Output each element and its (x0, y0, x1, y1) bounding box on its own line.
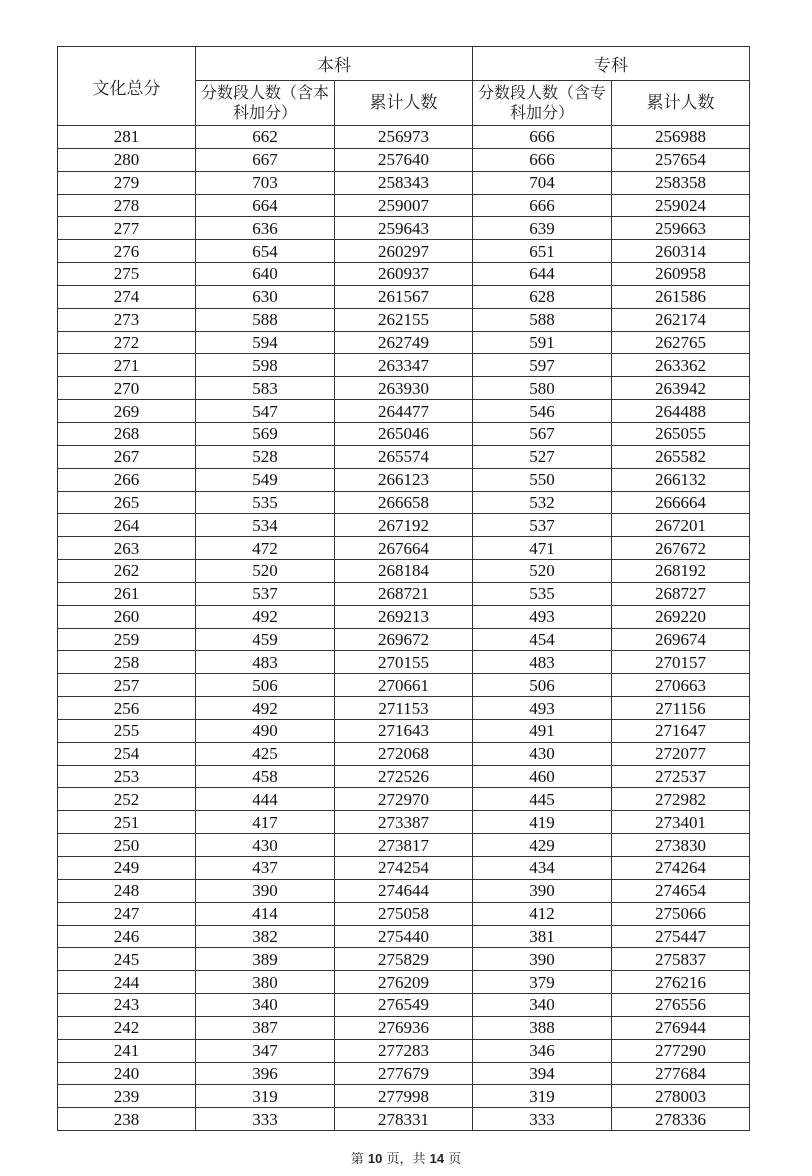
score-cell: 252 (58, 788, 196, 811)
table-row (58, 1085, 750, 1108)
zhuanke-cumulative-cell: 271156 (612, 697, 750, 720)
table-row (58, 925, 750, 948)
zhuanke-count-cell: 379 (473, 971, 612, 994)
zhuanke-cumulative-cell: 275066 (612, 902, 750, 925)
table-row (58, 514, 750, 537)
score-cell: 238 (58, 1108, 196, 1131)
benke-count-cell: 319 (196, 1085, 335, 1108)
table-row (58, 1039, 750, 1062)
score-cell: 258 (58, 651, 196, 674)
benke-cumulative-cell: 257640 (335, 148, 473, 171)
table-row (58, 1062, 750, 1085)
benke-count-cell: 396 (196, 1062, 335, 1085)
zhuanke-count-cell: 388 (473, 1016, 612, 1039)
table-row (58, 765, 750, 788)
table-row (58, 994, 750, 1017)
benke-cumulative-cell: 273817 (335, 834, 473, 857)
zhuanke-cumulative-cell: 262174 (612, 308, 750, 331)
zhuanke-cumulative-cell: 276556 (612, 994, 750, 1017)
zhuanke-cumulative-cell: 269674 (612, 628, 750, 651)
table-row (58, 445, 750, 468)
benke-cumulative-cell: 275829 (335, 948, 473, 971)
zhuanke-count-cell: 454 (473, 628, 612, 651)
zhuanke-count-cell: 434 (473, 857, 612, 880)
score-cell: 270 (58, 377, 196, 400)
benke-count-cell: 528 (196, 445, 335, 468)
score-distribution-table (57, 46, 750, 1131)
zhuanke-count-cell: 491 (473, 719, 612, 742)
benke-count-cell: 640 (196, 263, 335, 286)
benke-cumulative-cell: 261567 (335, 285, 473, 308)
table-row (58, 217, 750, 240)
benke-count-cell: 662 (196, 126, 335, 149)
zhuanke-count-cell: 639 (473, 217, 612, 240)
zhuanke-count-cell: 588 (473, 308, 612, 331)
benke-count-cell: 654 (196, 240, 335, 263)
score-cell: 275 (58, 263, 196, 286)
score-cell: 272 (58, 331, 196, 354)
benke-count-cell: 458 (196, 765, 335, 788)
zhuanke-cumulative-cell: 264488 (612, 400, 750, 423)
benke-cumulative-header: 累计人数 (335, 81, 473, 126)
zhuanke-cumulative-cell: 272537 (612, 765, 750, 788)
benke-cumulative-cell: 272526 (335, 765, 473, 788)
benke-cumulative-cell: 266123 (335, 468, 473, 491)
benke-cumulative-cell: 277679 (335, 1062, 473, 1085)
benke-cumulative-cell: 275058 (335, 902, 473, 925)
score-cell: 246 (58, 925, 196, 948)
score-cell: 273 (58, 308, 196, 331)
score-cell: 256 (58, 697, 196, 720)
zhuanke-count-cell: 550 (473, 468, 612, 491)
zhuanke-count-cell: 429 (473, 834, 612, 857)
zhuanke-count-cell: 493 (473, 697, 612, 720)
zhuanke-count-cell: 597 (473, 354, 612, 377)
zhuanke-cumulative-cell: 276944 (612, 1016, 750, 1039)
benke-count-cell: 547 (196, 400, 335, 423)
zhuanke-cumulative-cell: 276216 (612, 971, 750, 994)
zhuanke-cumulative-cell: 263362 (612, 354, 750, 377)
benke-cumulative-cell: 272970 (335, 788, 473, 811)
zhuanke-cumulative-cell: 265055 (612, 422, 750, 445)
benke-cumulative-cell: 266658 (335, 491, 473, 514)
benke-count-cell: 534 (196, 514, 335, 537)
benke-cumulative-cell: 265046 (335, 422, 473, 445)
benke-count-cell: 430 (196, 834, 335, 857)
score-cell: 263 (58, 537, 196, 560)
benke-count-cell: 333 (196, 1108, 335, 1131)
table-row (58, 285, 750, 308)
zhuanke-count-cell: 628 (473, 285, 612, 308)
zhuanke-cumulative-cell: 258358 (612, 171, 750, 194)
zhuanke-cumulative-cell: 260314 (612, 240, 750, 263)
score-cell: 268 (58, 422, 196, 445)
zhuanke-count-cell: 445 (473, 788, 612, 811)
zhuanke-cumulative-cell: 268192 (612, 560, 750, 583)
zhuanke-cumulative-cell: 270663 (612, 674, 750, 697)
zhuanke-count-cell: 666 (473, 126, 612, 149)
table-row (58, 468, 750, 491)
zhuanke-cumulative-header: 累计人数 (612, 81, 750, 126)
table-row (58, 422, 750, 445)
score-column-header: 文化总分 (58, 47, 196, 126)
benke-cumulative-cell: 263347 (335, 354, 473, 377)
benke-count-cell: 414 (196, 902, 335, 925)
benke-cumulative-cell: 267664 (335, 537, 473, 560)
score-cell: 280 (58, 148, 196, 171)
benke-cumulative-cell: 271643 (335, 719, 473, 742)
table-row (58, 971, 750, 994)
zhuanke-cumulative-cell: 268727 (612, 582, 750, 605)
benke-count-cell: 347 (196, 1039, 335, 1062)
score-cell: 276 (58, 240, 196, 263)
zhuanke-cumulative-cell: 272982 (612, 788, 750, 811)
score-cell: 261 (58, 582, 196, 605)
zhuanke-count-cell: 346 (473, 1039, 612, 1062)
zhuanke-count-cell: 644 (473, 263, 612, 286)
zhuanke-cumulative-cell: 266664 (612, 491, 750, 514)
table-row (58, 697, 750, 720)
table-row (58, 171, 750, 194)
score-cell: 259 (58, 628, 196, 651)
zhuanke-cumulative-cell: 262765 (612, 331, 750, 354)
benke-cumulative-cell: 259643 (335, 217, 473, 240)
benke-cumulative-cell: 256973 (335, 126, 473, 149)
benke-count-cell: 537 (196, 582, 335, 605)
score-cell: 279 (58, 171, 196, 194)
score-cell: 269 (58, 400, 196, 423)
table-row (58, 1016, 750, 1039)
zhuanke-count-cell: 340 (473, 994, 612, 1017)
table-row (58, 491, 750, 514)
score-cell: 243 (58, 994, 196, 1017)
score-cell: 274 (58, 285, 196, 308)
table-row (58, 126, 750, 149)
table-row (58, 582, 750, 605)
score-cell: 266 (58, 468, 196, 491)
table-row (58, 148, 750, 171)
benke-count-cell: 535 (196, 491, 335, 514)
benke-cumulative-cell: 270155 (335, 651, 473, 674)
score-cell: 278 (58, 194, 196, 217)
score-cell: 241 (58, 1039, 196, 1062)
benke-cumulative-cell: 268184 (335, 560, 473, 583)
zhuanke-count-cell: 532 (473, 491, 612, 514)
zhuanke-group-header: 专科 (473, 47, 750, 81)
benke-group-header: 本科 (196, 47, 473, 81)
benke-count-cell: 664 (196, 194, 335, 217)
benke-cumulative-cell: 270661 (335, 674, 473, 697)
table-row (58, 719, 750, 742)
benke-count-cell: 506 (196, 674, 335, 697)
benke-count-cell: 437 (196, 857, 335, 880)
table-row (58, 605, 750, 628)
zhuanke-count-cell: 567 (473, 422, 612, 445)
benke-count-cell: 630 (196, 285, 335, 308)
zhuanke-cumulative-cell: 275837 (612, 948, 750, 971)
benke-cumulative-cell: 263930 (335, 377, 473, 400)
benke-cumulative-cell: 274254 (335, 857, 473, 880)
benke-count-cell: 382 (196, 925, 335, 948)
benke-count-cell: 490 (196, 719, 335, 742)
score-cell: 245 (58, 948, 196, 971)
benke-count-cell: 703 (196, 171, 335, 194)
score-cell: 247 (58, 902, 196, 925)
total-page-count: 14 (429, 1151, 445, 1166)
zhuanke-cumulative-cell: 267201 (612, 514, 750, 537)
table-row (58, 537, 750, 560)
zhuanke-count-cell: 535 (473, 582, 612, 605)
zhuanke-cumulative-cell: 263942 (612, 377, 750, 400)
zhuanke-cumulative-cell: 274654 (612, 879, 750, 902)
benke-cumulative-cell: 269213 (335, 605, 473, 628)
score-cell: 253 (58, 765, 196, 788)
benke-cumulative-cell: 273387 (335, 811, 473, 834)
table-row (58, 857, 750, 880)
score-cell: 277 (58, 217, 196, 240)
score-cell: 251 (58, 811, 196, 834)
score-cell: 249 (58, 857, 196, 880)
benke-count-cell: 588 (196, 308, 335, 331)
benke-count-cell: 667 (196, 148, 335, 171)
zhuanke-count-cell: 666 (473, 148, 612, 171)
benke-cumulative-cell: 274644 (335, 879, 473, 902)
benke-cumulative-cell: 260937 (335, 263, 473, 286)
benke-count-cell: 387 (196, 1016, 335, 1039)
benke-count-cell: 594 (196, 331, 335, 354)
table-row (58, 1108, 750, 1131)
table-row (58, 240, 750, 263)
benke-count-cell: 520 (196, 560, 335, 583)
table-row (58, 263, 750, 286)
benke-cumulative-cell: 275440 (335, 925, 473, 948)
zhuanke-count-cell: 704 (473, 171, 612, 194)
benke-count-cell: 492 (196, 697, 335, 720)
table-row (58, 628, 750, 651)
zhuanke-count-cell: 493 (473, 605, 612, 628)
table-row (58, 811, 750, 834)
benke-cumulative-cell: 259007 (335, 194, 473, 217)
zhuanke-cumulative-cell: 257654 (612, 148, 750, 171)
zhuanke-cumulative-cell: 259663 (612, 217, 750, 240)
benke-cumulative-cell: 272068 (335, 742, 473, 765)
benke-cumulative-cell: 262155 (335, 308, 473, 331)
zhuanke-cumulative-cell: 265582 (612, 445, 750, 468)
score-cell: 260 (58, 605, 196, 628)
zhuanke-cumulative-cell: 271647 (612, 719, 750, 742)
zhuanke-cumulative-cell: 275447 (612, 925, 750, 948)
zhuanke-count-cell: 394 (473, 1062, 612, 1085)
table-row (58, 308, 750, 331)
score-cell: 265 (58, 491, 196, 514)
benke-count-cell: 549 (196, 468, 335, 491)
zhuanke-count-cell: 430 (473, 742, 612, 765)
table-row (58, 742, 750, 765)
zhuanke-count-cell: 460 (473, 765, 612, 788)
footer-suffix: 页 (448, 1152, 462, 1167)
score-cell: 244 (58, 971, 196, 994)
zhuanke-cumulative-cell: 274264 (612, 857, 750, 880)
table-row (58, 560, 750, 583)
zhuanke-cumulative-cell: 259024 (612, 194, 750, 217)
table-row (58, 194, 750, 217)
zhuanke-count-cell: 483 (473, 651, 612, 674)
table-row (58, 834, 750, 857)
zhuanke-count-cell: 390 (473, 879, 612, 902)
zhuanke-cumulative-cell: 266132 (612, 468, 750, 491)
benke-cumulative-cell: 277998 (335, 1085, 473, 1108)
table-row (58, 651, 750, 674)
benke-count-cell: 425 (196, 742, 335, 765)
zhuanke-count-cell: 651 (473, 240, 612, 263)
benke-count-cell: 417 (196, 811, 335, 834)
zhuanke-count-cell: 319 (473, 1085, 612, 1108)
score-cell: 250 (58, 834, 196, 857)
zhuanke-cumulative-cell: 260958 (612, 263, 750, 286)
table-row (58, 354, 750, 377)
score-cell: 267 (58, 445, 196, 468)
zhuanke-cumulative-cell: 256988 (612, 126, 750, 149)
benke-cumulative-cell: 276936 (335, 1016, 473, 1039)
benke-count-cell: 390 (196, 879, 335, 902)
zhuanke-count-cell: 390 (473, 948, 612, 971)
zhuanke-count-cell: 527 (473, 445, 612, 468)
benke-count-cell: 569 (196, 422, 335, 445)
zhuanke-cumulative-cell: 261586 (612, 285, 750, 308)
zhuanke-count-cell: 591 (473, 331, 612, 354)
table-row (58, 902, 750, 925)
benke-cumulative-cell: 258343 (335, 171, 473, 194)
zhuanke-cumulative-cell: 277290 (612, 1039, 750, 1062)
zhuanke-cumulative-cell: 273830 (612, 834, 750, 857)
benke-count-header: 分数段人数（含本科加分） (196, 81, 335, 126)
table-row (58, 674, 750, 697)
zhuanke-cumulative-cell: 269220 (612, 605, 750, 628)
score-cell: 254 (58, 742, 196, 765)
benke-cumulative-cell: 276209 (335, 971, 473, 994)
benke-cumulative-cell: 268721 (335, 582, 473, 605)
benke-cumulative-cell: 277283 (335, 1039, 473, 1062)
table-body (58, 126, 750, 1131)
score-cell: 271 (58, 354, 196, 377)
benke-cumulative-cell: 278331 (335, 1108, 473, 1131)
score-cell: 262 (58, 560, 196, 583)
score-cell: 239 (58, 1085, 196, 1108)
table-row (58, 400, 750, 423)
zhuanke-count-cell: 520 (473, 560, 612, 583)
zhuanke-count-cell: 580 (473, 377, 612, 400)
table-row (58, 879, 750, 902)
zhuanke-count-header: 分数段人数（含专科加分） (473, 81, 612, 126)
benke-count-cell: 380 (196, 971, 335, 994)
zhuanke-count-cell: 412 (473, 902, 612, 925)
zhuanke-cumulative-cell: 277684 (612, 1062, 750, 1085)
benke-count-cell: 583 (196, 377, 335, 400)
zhuanke-count-cell: 471 (473, 537, 612, 560)
zhuanke-cumulative-cell: 273401 (612, 811, 750, 834)
benke-cumulative-cell: 271153 (335, 697, 473, 720)
benke-cumulative-cell: 260297 (335, 240, 473, 263)
score-cell: 242 (58, 1016, 196, 1039)
benke-count-cell: 483 (196, 651, 335, 674)
table-row (58, 788, 750, 811)
benke-count-cell: 389 (196, 948, 335, 971)
zhuanke-count-cell: 666 (473, 194, 612, 217)
zhuanke-count-cell: 419 (473, 811, 612, 834)
footer-middle: 页，共 (386, 1152, 426, 1167)
benke-cumulative-cell: 264477 (335, 400, 473, 423)
benke-cumulative-cell: 269672 (335, 628, 473, 651)
zhuanke-count-cell: 537 (473, 514, 612, 537)
zhuanke-cumulative-cell: 270157 (612, 651, 750, 674)
benke-cumulative-cell: 265574 (335, 445, 473, 468)
benke-count-cell: 472 (196, 537, 335, 560)
benke-cumulative-cell: 262749 (335, 331, 473, 354)
zhuanke-count-cell: 506 (473, 674, 612, 697)
score-cell: 257 (58, 674, 196, 697)
zhuanke-count-cell: 333 (473, 1108, 612, 1131)
benke-cumulative-cell: 267192 (335, 514, 473, 537)
benke-count-cell: 598 (196, 354, 335, 377)
zhuanke-cumulative-cell: 267672 (612, 537, 750, 560)
score-cell: 264 (58, 514, 196, 537)
table-header (58, 47, 750, 126)
benke-count-cell: 636 (196, 217, 335, 240)
table-row (58, 948, 750, 971)
benke-count-cell: 492 (196, 605, 335, 628)
score-cell: 281 (58, 126, 196, 149)
page-footer (0, 1148, 812, 1167)
zhuanke-count-cell: 546 (473, 400, 612, 423)
zhuanke-cumulative-cell: 278003 (612, 1085, 750, 1108)
table-row (58, 377, 750, 400)
benke-count-cell: 444 (196, 788, 335, 811)
footer-prefix: 第 (350, 1152, 364, 1167)
benke-count-cell: 340 (196, 994, 335, 1017)
score-cell: 255 (58, 719, 196, 742)
zhuanke-cumulative-cell: 272077 (612, 742, 750, 765)
benke-cumulative-cell: 276549 (335, 994, 473, 1017)
benke-count-cell: 459 (196, 628, 335, 651)
score-cell: 248 (58, 879, 196, 902)
zhuanke-count-cell: 381 (473, 925, 612, 948)
score-cell: 240 (58, 1062, 196, 1085)
table-row (58, 331, 750, 354)
zhuanke-cumulative-cell: 278336 (612, 1108, 750, 1131)
current-page-number: 10 (367, 1151, 383, 1166)
